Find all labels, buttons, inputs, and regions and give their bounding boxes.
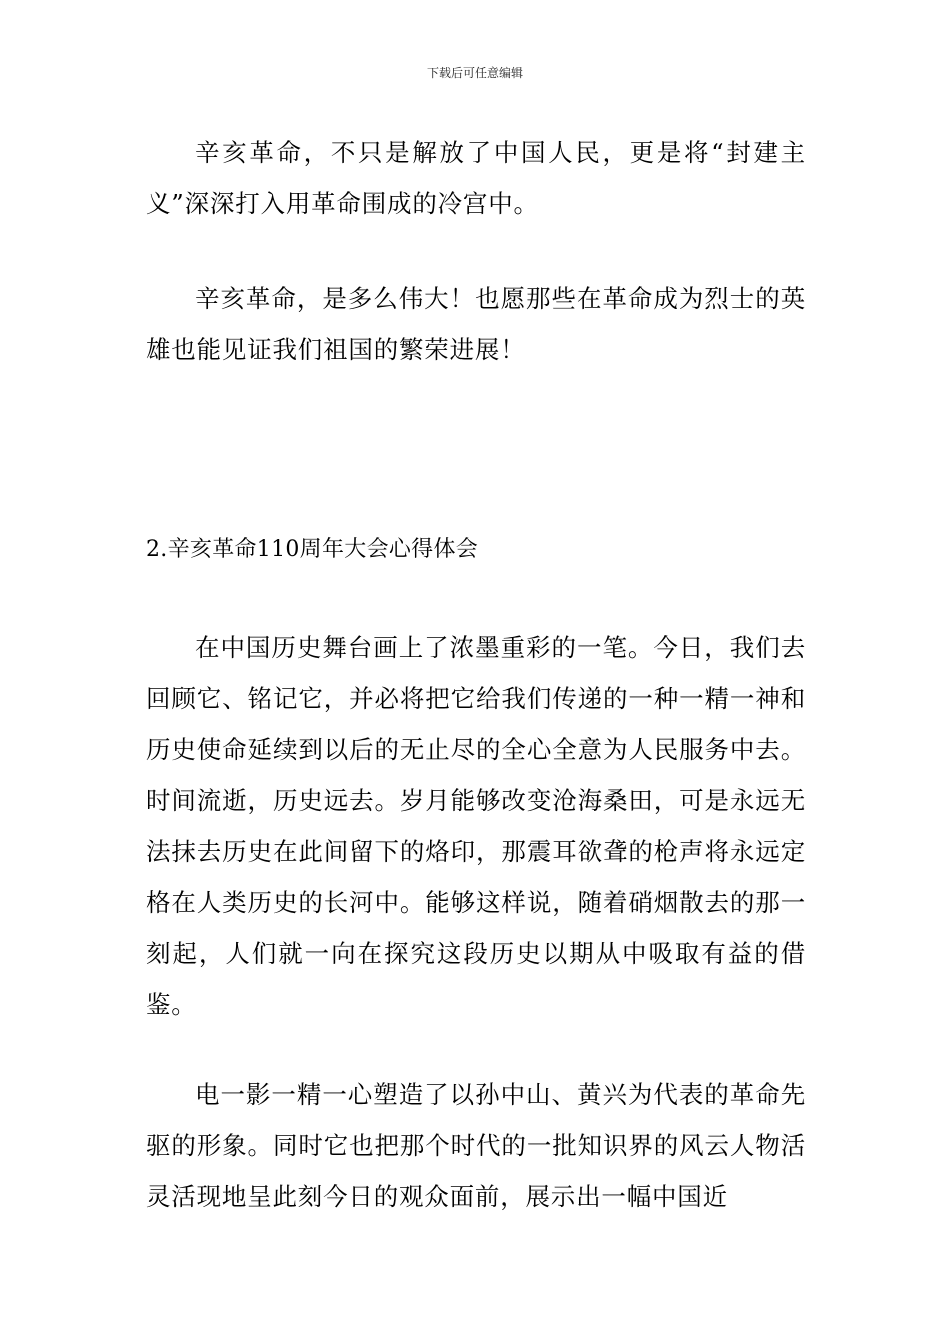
paragraph-block-2 — [146, 273, 806, 375]
paragraph-block-1 — [146, 127, 806, 229]
paragraph: 辛亥革命，是多么伟大！也愿那些在革命成为烈士的英雄也能见证我们祖国的繁荣进展！ — [146, 284, 806, 364]
section-heading-block — [146, 535, 806, 565]
section-heading: 2.辛亥革命110周年大会心得体会 — [146, 537, 479, 562]
page-header: 下载后可任意编辑 — [426, 66, 523, 80]
paragraph-block-4 — [146, 1069, 806, 1222]
paragraph: 在中国历史舞台画上了浓墨重彩的一笔。今日，我们去回顾它、铭记它，并必将把它给我们传递的一种一精一神和历史使命延续到以后的无止尽的全心全意为人民服务中去。时间流逝，历史远去。岁月能够改变沧海桑田，可是永远无法抹去历史在此间留下的烙印，那震耳欲聋的枪声将永远定格在人类历史的长河中。能够这样说，随着硝烟散去的那一刻起，人们就一向在探究这段历史以期从中吸取有益的借鉴。 — [146, 633, 806, 1019]
paragraph-block-3 — [146, 622, 806, 1030]
paragraph: 电一影一精一心塑造了以孙中山、黄兴为代表的革命先驱的形象。同时它也把那个时代的一批知识界的风云人物活灵活现地呈此刻今日的观众面前，展示出一幅中国近 — [146, 1080, 806, 1211]
paragraph: 辛亥革命，不只是解放了中国人民，更是将“封建主义”深深打入用革命围成的冷宫中。 — [146, 138, 806, 218]
